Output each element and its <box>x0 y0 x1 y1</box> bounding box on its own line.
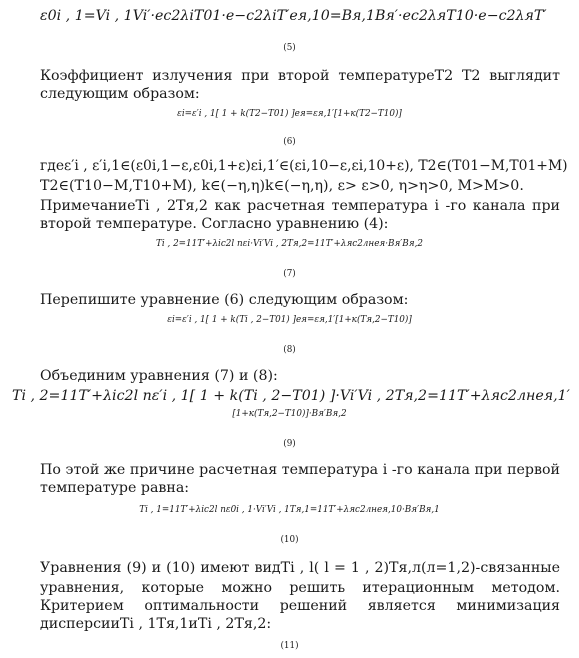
paragraph-line: Критерием оптимальности решений является минимизация <box>40 598 560 614</box>
equation-number: (11) <box>280 641 299 651</box>
paragraph-line: По этой же причине расчетная температура i -го канала при первой <box>40 462 561 478</box>
paragraph-line: T2∈(T10−M,T10+M), k∈(−η,η)k∈(−η,η), ε> ε>0, η>η>0, M>M>0. <box>40 178 524 194</box>
equation-number: (9) <box>283 439 296 449</box>
paragraph-line: гдеε′i , ε′i,1∈(ε0i,1−ε,ε0i,1+ε)εi,1′∈(εi,10−ε,εi,10+ε), T2∈(T01−M,T01+M) <box>40 158 568 174</box>
equation-9-continued: [1+к(Тя,2−Т10)]·Вя′Вя,2 <box>232 409 347 419</box>
paragraph-line: Перепишите уравнение (6) следующим образом: <box>40 292 409 308</box>
equation-9: Ti , 2=11T′+λic2l nε′i , 1[ 1 + k(Ti , 2−T01) ]·Vi′Vi , 2Тя,2=11Т′+λяс2лнея,1′ <box>12 388 570 404</box>
equation-number: (8) <box>283 345 296 355</box>
equation-number: (6) <box>283 137 296 147</box>
equation-10: Ti , 1=11T′+λic2l nε0i , 1·Vi′Vi , 1Тя,1=11Т′+λяс2лнея,10·Вя′Вя,1 <box>139 505 440 515</box>
paragraph-line: температуре равна: <box>40 480 190 496</box>
equation-number: (10) <box>280 535 299 545</box>
equation-number: (7) <box>283 269 296 279</box>
equation-5: ε0i , 1=Vi , 1Vi′·ec2λiT01·e−c2λiT′ея,10=Вя,1Вя′·ec2λяT10·e−c2λяT′ <box>40 8 547 24</box>
paragraph-line: уравнения, которые можно решить итерационным методом. <box>40 580 560 596</box>
paragraph-line: следующим образом: <box>40 86 200 102</box>
equation-6: εi=ε′i , 1[ 1 + k(T2−T01) ]ея=εя,1′[1+к(T2−T10)] <box>177 109 402 119</box>
paragraph-line: второй температуре. Согласно уравнению (4): <box>40 216 389 232</box>
paragraph-line: Объединим уравнения (7) и (8): <box>40 368 278 384</box>
equation-8: εi=ε′i , 1[ 1 + k(Ti , 2−T01) ]ея=εя,1′[1+к(Тя,2−Т10)] <box>167 315 412 325</box>
paragraph-line: ПримечаниеTi , 2Тя,2 как расчетная температура i -го канала при <box>40 198 560 214</box>
paragraph-line: дисперсииTi , 1Тя,1иTi , 2Тя,2: <box>40 616 272 632</box>
paragraph-line: Коэффициент излучения при второй температуреT2 T2 выглядит <box>40 68 560 84</box>
equation-7: Ti , 2=11T′+λic2l nεi·Vi′Vi , 2Тя,2=11Т′+λяс2лнея·Вя′Вя,2 <box>156 239 423 249</box>
paragraph-line: Уравнения (9) и (10) имеют видTi , l( l = 1 , 2)Тя,л(л=1,2)-связанные <box>40 560 560 576</box>
equation-number: (5) <box>283 43 296 53</box>
